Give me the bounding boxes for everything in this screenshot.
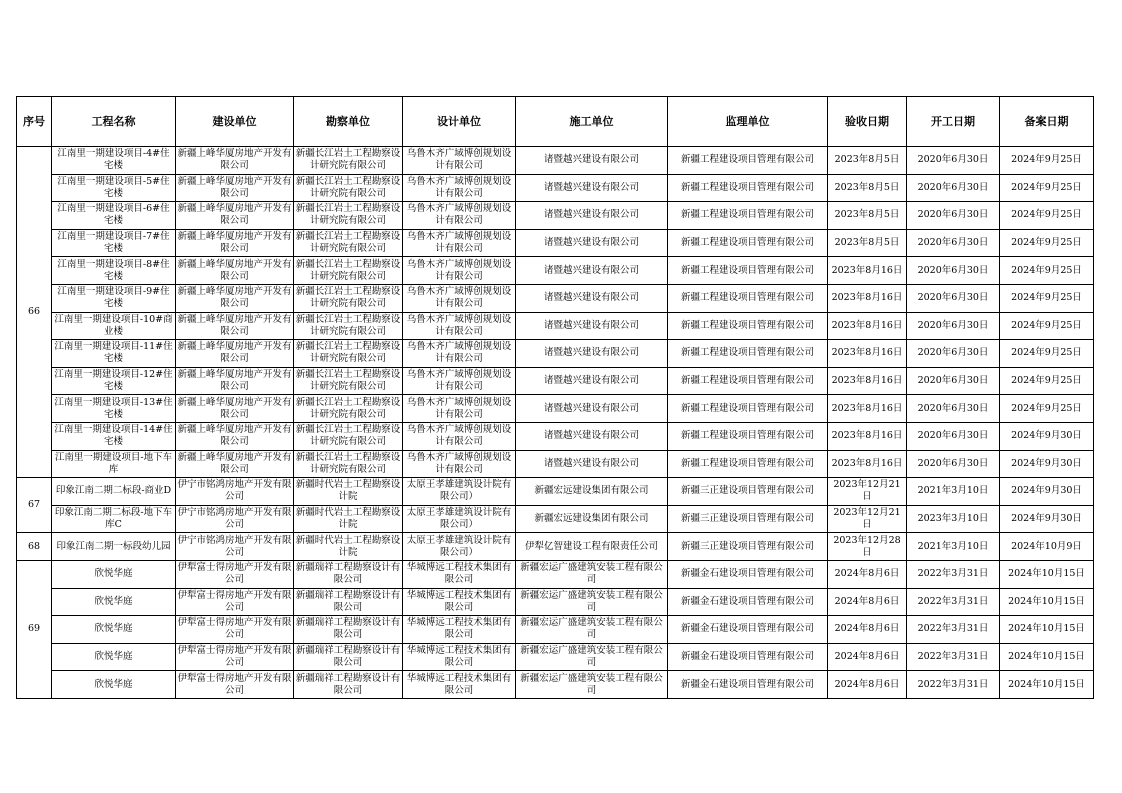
cell-start-date: 2020年6月30日 xyxy=(907,340,1000,368)
table-row xyxy=(17,478,1094,506)
cell-start-date: 2020年6月30日 xyxy=(907,147,1000,175)
cell-construction-unit: 新疆宏运广盛建筑安装工程有限公司 xyxy=(516,560,668,588)
cell-design-unit: 华城博远工程技术集团有限公司 xyxy=(403,560,516,588)
cell-survey-unit: 新疆长江岩土工程勘察设计研究院有限公司 xyxy=(294,422,403,450)
table-row xyxy=(17,616,1094,644)
cell-acceptance-date: 2023年8月16日 xyxy=(828,450,907,478)
cell-design-unit: 乌鲁木齐广域博创规划设计有限公司 xyxy=(403,147,516,175)
cell-supervision-unit: 新疆工程建设项目管理有限公司 xyxy=(668,340,828,368)
cell-developer: 伊犁富士得房地产开发有限公司 xyxy=(176,560,294,588)
cell-developer: 新疆上峰华厦房地产开发有限公司 xyxy=(176,174,294,202)
cell-construction-unit: 诸暨越兴建设有限公司 xyxy=(516,147,668,175)
cell-start-date: 2022年3月31日 xyxy=(907,560,1000,588)
cell-filing-date: 2024年9月25日 xyxy=(1000,312,1094,340)
cell-supervision-unit: 新疆金石建设项目管理有限公司 xyxy=(668,588,828,616)
cell-project-name: 欣悦华庭 xyxy=(52,616,176,644)
cell-start-date: 2020年6月30日 xyxy=(907,450,1000,478)
cell-project-name: 江南里一期建设项目-6#住宅楼 xyxy=(52,202,176,230)
cell-filing-date: 2024年9月30日 xyxy=(1000,478,1094,506)
cell-supervision-unit: 新疆工程建设项目管理有限公司 xyxy=(668,367,828,395)
cell-acceptance-date: 2024年8月6日 xyxy=(828,671,907,699)
cell-start-date: 2022年3月31日 xyxy=(907,616,1000,644)
cell-filing-date: 2024年9月25日 xyxy=(1000,284,1094,312)
cell-acceptance-date: 2023年12月21日 xyxy=(828,505,907,533)
cell-developer: 伊犁富士得房地产开发有限公司 xyxy=(176,588,294,616)
cell-acceptance-date: 2023年8月16日 xyxy=(828,284,907,312)
cell-design-unit: 乌鲁木齐广域博创规划设计有限公司 xyxy=(403,367,516,395)
cell-construction-unit: 诸暨越兴建设有限公司 xyxy=(516,202,668,230)
cell-design-unit: 乌鲁木齐广域博创规划设计有限公司 xyxy=(403,450,516,478)
table-row xyxy=(17,505,1094,533)
table-row xyxy=(17,312,1094,340)
cell-construction-unit: 诸暨越兴建设有限公司 xyxy=(516,450,668,478)
cell-supervision-unit: 新疆金石建设项目管理有限公司 xyxy=(668,616,828,644)
cell-supervision-unit: 新疆工程建设项目管理有限公司 xyxy=(668,147,828,175)
cell-construction-unit: 新疆宏远建设集团有限公司 xyxy=(516,478,668,506)
cell-survey-unit: 新疆时代岩土工程勘察设计院 xyxy=(294,478,403,506)
cell-filing-date: 2024年9月25日 xyxy=(1000,257,1094,285)
cell-project-name: 江南里一期建设项目-10#商业楼 xyxy=(52,312,176,340)
cell-developer: 伊犁富士得房地产开发有限公司 xyxy=(176,643,294,671)
cell-acceptance-date: 2023年8月16日 xyxy=(828,257,907,285)
cell-filing-date: 2024年9月30日 xyxy=(1000,450,1094,478)
cell-project-name: 江南里一期建设项目-9#住宅楼 xyxy=(52,284,176,312)
cell-start-date: 2022年3月31日 xyxy=(907,671,1000,699)
table-row xyxy=(17,367,1094,395)
cell-acceptance-date: 2023年8月16日 xyxy=(828,367,907,395)
cell-supervision-unit: 新疆工程建设项目管理有限公司 xyxy=(668,174,828,202)
cell-project-name: 欣悦华庭 xyxy=(52,560,176,588)
cell-developer: 伊犁富士得房地产开发有限公司 xyxy=(176,616,294,644)
cell-project-name: 印象江南二期一标段幼儿园 xyxy=(52,533,176,561)
cell-construction-unit: 诸暨越兴建设有限公司 xyxy=(516,367,668,395)
cell-start-date: 2020年6月30日 xyxy=(907,284,1000,312)
cell-construction-unit: 诸暨越兴建设有限公司 xyxy=(516,395,668,423)
cell-filing-date: 2024年9月25日 xyxy=(1000,340,1094,368)
cell-filing-date: 2024年10月15日 xyxy=(1000,616,1094,644)
cell-supervision-unit: 新疆工程建设项目管理有限公司 xyxy=(668,202,828,230)
cell-developer: 新疆上峰华厦房地产开发有限公司 xyxy=(176,422,294,450)
cell-construction-unit: 新疆宏运广盛建筑安装工程有限公司 xyxy=(516,643,668,671)
cell-project-name: 江南里一期建设项目-4#住宅楼 xyxy=(52,147,176,175)
cell-design-unit: 太原王孝雄建筑设计院有限公司） xyxy=(403,505,516,533)
cell-project-name: 江南里一期建设项目-5#住宅楼 xyxy=(52,174,176,202)
cell-acceptance-date: 2023年8月5日 xyxy=(828,174,907,202)
cell-acceptance-date: 2024年8月6日 xyxy=(828,643,907,671)
cell-start-date: 2020年6月30日 xyxy=(907,229,1000,257)
cell-project-name: 印象江南二期二标段-商业D xyxy=(52,478,176,506)
cell-design-unit: 华城博远工程技术集团有限公司 xyxy=(403,588,516,616)
cell-supervision-unit: 新疆金石建设项目管理有限公司 xyxy=(668,560,828,588)
table-row xyxy=(17,450,1094,478)
cell-supervision-unit: 新疆金石建设项目管理有限公司 xyxy=(668,671,828,699)
cell-start-date: 2020年6月30日 xyxy=(907,395,1000,423)
cell-survey-unit: 新疆时代岩土工程勘察设计院 xyxy=(294,505,403,533)
cell-design-unit: 华城博远工程技术集团有限公司 xyxy=(403,643,516,671)
cell-project-name: 欣悦华庭 xyxy=(52,588,176,616)
table-row xyxy=(17,257,1094,285)
cell-project-name: 印象江南二期二标段-地下车库C xyxy=(52,505,176,533)
cell-developer: 新疆上峰华厦房地产开发有限公司 xyxy=(176,229,294,257)
cell-start-date: 2021年3月10日 xyxy=(907,533,1000,561)
cell-developer: 新疆上峰华厦房地产开发有限公司 xyxy=(176,284,294,312)
cell-project-name: 江南里一期建设项目-地下车库 xyxy=(52,450,176,478)
cell-supervision-unit: 新疆工程建设项目管理有限公司 xyxy=(668,312,828,340)
cell-survey-unit: 新疆长江岩土工程勘察设计研究院有限公司 xyxy=(294,340,403,368)
cell-supervision-unit: 新疆工程建设项目管理有限公司 xyxy=(668,422,828,450)
cell-no: 66 xyxy=(17,147,52,478)
cell-design-unit: 乌鲁木齐广域博创规划设计有限公司 xyxy=(403,284,516,312)
cell-construction-unit: 伊犁亿智建设工程有限责任公司 xyxy=(516,533,668,561)
cell-filing-date: 2024年9月25日 xyxy=(1000,174,1094,202)
cell-start-date: 2020年6月30日 xyxy=(907,422,1000,450)
header-no: 序号 xyxy=(17,97,52,147)
cell-design-unit: 乌鲁木齐广域博创规划设计有限公司 xyxy=(403,340,516,368)
cell-filing-date: 2024年9月30日 xyxy=(1000,422,1094,450)
cell-filing-date: 2024年10月15日 xyxy=(1000,588,1094,616)
table-row xyxy=(17,395,1094,423)
table-row xyxy=(17,340,1094,368)
cell-acceptance-date: 2023年12月28日 xyxy=(828,533,907,561)
cell-construction-unit: 诸暨越兴建设有限公司 xyxy=(516,257,668,285)
cell-start-date: 2020年6月30日 xyxy=(907,312,1000,340)
cell-filing-date: 2024年9月25日 xyxy=(1000,395,1094,423)
cell-developer: 伊宁市铭鸿房地产开发有限公司 xyxy=(176,478,294,506)
cell-start-date: 2020年6月30日 xyxy=(907,202,1000,230)
cell-project-name: 欣悦华庭 xyxy=(52,671,176,699)
cell-survey-unit: 新疆长江岩土工程勘察设计研究院有限公司 xyxy=(294,367,403,395)
cell-start-date: 2021年3月10日 xyxy=(907,478,1000,506)
cell-design-unit: 乌鲁木齐广域博创规划设计有限公司 xyxy=(403,202,516,230)
cell-survey-unit: 新疆瑞祥工程勘察设计有限公司 xyxy=(294,671,403,699)
cell-acceptance-date: 2023年8月16日 xyxy=(828,395,907,423)
cell-survey-unit: 新疆瑞祥工程勘察设计有限公司 xyxy=(294,616,403,644)
cell-design-unit: 乌鲁木齐广域博创规划设计有限公司 xyxy=(403,312,516,340)
cell-construction-unit: 诸暨越兴建设有限公司 xyxy=(516,174,668,202)
cell-design-unit: 乌鲁木齐广域博创规划设计有限公司 xyxy=(403,395,516,423)
table-row xyxy=(17,284,1094,312)
cell-developer: 新疆上峰华厦房地产开发有限公司 xyxy=(176,340,294,368)
cell-survey-unit: 新疆长江岩土工程勘察设计研究院有限公司 xyxy=(294,147,403,175)
cell-construction-unit: 新疆宏运广盛建筑安装工程有限公司 xyxy=(516,616,668,644)
table-row xyxy=(17,147,1094,175)
cell-start-date: 2022年3月31日 xyxy=(907,643,1000,671)
table-row xyxy=(17,229,1094,257)
cell-no: 69 xyxy=(17,560,52,698)
cell-developer: 新疆上峰华厦房地产开发有限公司 xyxy=(176,312,294,340)
cell-survey-unit: 新疆长江岩土工程勘察设计研究院有限公司 xyxy=(294,284,403,312)
cell-construction-unit: 诸暨越兴建设有限公司 xyxy=(516,284,668,312)
table-row xyxy=(17,643,1094,671)
cell-filing-date: 2024年10月9日 xyxy=(1000,533,1094,561)
cell-filing-date: 2024年9月25日 xyxy=(1000,202,1094,230)
cell-project-name: 江南里一期建设项目-7#住宅楼 xyxy=(52,229,176,257)
cell-developer: 新疆上峰华厦房地产开发有限公司 xyxy=(176,257,294,285)
table-row xyxy=(17,202,1094,230)
cell-developer: 新疆上峰华厦房地产开发有限公司 xyxy=(176,202,294,230)
cell-project-name: 江南里一期建设项目-13#住宅楼 xyxy=(52,395,176,423)
cell-filing-date: 2024年10月15日 xyxy=(1000,671,1094,699)
cell-acceptance-date: 2024年8月6日 xyxy=(828,588,907,616)
table-row xyxy=(17,174,1094,202)
table-row xyxy=(17,533,1094,561)
cell-developer: 伊宁市铭鸿房地产开发有限公司 xyxy=(176,533,294,561)
cell-construction-unit: 新疆宏远建设集团有限公司 xyxy=(516,505,668,533)
cell-acceptance-date: 2023年8月16日 xyxy=(828,422,907,450)
cell-project-name: 江南里一期建设项目-14#住宅楼 xyxy=(52,422,176,450)
cell-design-unit: 乌鲁木齐广域博创规划设计有限公司 xyxy=(403,422,516,450)
cell-no: 67 xyxy=(17,478,52,533)
cell-acceptance-date: 2024年8月6日 xyxy=(828,560,907,588)
cell-filing-date: 2024年10月15日 xyxy=(1000,643,1094,671)
header-design-unit: 设计单位 xyxy=(403,97,516,147)
cell-supervision-unit: 新疆三正建设项目管理有限公司 xyxy=(668,533,828,561)
cell-developer: 新疆上峰华厦房地产开发有限公司 xyxy=(176,367,294,395)
cell-supervision-unit: 新疆工程建设项目管理有限公司 xyxy=(668,229,828,257)
cell-construction-unit: 新疆宏运广盛建筑安装工程有限公司 xyxy=(516,671,668,699)
cell-survey-unit: 新疆长江岩土工程勘察设计研究院有限公司 xyxy=(294,174,403,202)
cell-filing-date: 2024年9月30日 xyxy=(1000,505,1094,533)
cell-survey-unit: 新疆长江岩土工程勘察设计研究院有限公司 xyxy=(294,450,403,478)
header-developer: 建设单位 xyxy=(176,97,294,147)
table-body xyxy=(17,147,1094,699)
header-survey-unit: 勘察单位 xyxy=(294,97,403,147)
cell-filing-date: 2024年10月15日 xyxy=(1000,560,1094,588)
cell-start-date: 2023年3月10日 xyxy=(907,505,1000,533)
cell-start-date: 2022年3月31日 xyxy=(907,588,1000,616)
cell-filing-date: 2024年9月25日 xyxy=(1000,229,1094,257)
cell-start-date: 2020年6月30日 xyxy=(907,174,1000,202)
cell-survey-unit: 新疆长江岩土工程勘察设计研究院有限公司 xyxy=(294,229,403,257)
cell-design-unit: 乌鲁木齐广域博创规划设计有限公司 xyxy=(403,174,516,202)
cell-supervision-unit: 新疆工程建设项目管理有限公司 xyxy=(668,257,828,285)
cell-supervision-unit: 新疆金石建设项目管理有限公司 xyxy=(668,643,828,671)
cell-project-name: 欣悦华庭 xyxy=(52,643,176,671)
header-row xyxy=(17,97,1094,147)
cell-project-name: 江南里一期建设项目-11#住宅楼 xyxy=(52,340,176,368)
cell-developer: 伊犁富士得房地产开发有限公司 xyxy=(176,671,294,699)
document-page xyxy=(16,96,1093,699)
cell-survey-unit: 新疆时代岩土工程勘察设计院 xyxy=(294,533,403,561)
header-construction-unit: 施工单位 xyxy=(516,97,668,147)
cell-survey-unit: 新疆长江岩土工程勘察设计研究院有限公司 xyxy=(294,312,403,340)
cell-acceptance-date: 2023年8月16日 xyxy=(828,340,907,368)
cell-project-name: 江南里一期建设项目-8#住宅楼 xyxy=(52,257,176,285)
table-row xyxy=(17,671,1094,699)
cell-acceptance-date: 2023年12月21日 xyxy=(828,478,907,506)
cell-design-unit: 太原王孝雄建筑设计院有限公司） xyxy=(403,478,516,506)
cell-design-unit: 乌鲁木齐广域博创规划设计有限公司 xyxy=(403,257,516,285)
table-row xyxy=(17,560,1094,588)
cell-supervision-unit: 新疆工程建设项目管理有限公司 xyxy=(668,284,828,312)
cell-survey-unit: 新疆瑞祥工程勘察设计有限公司 xyxy=(294,560,403,588)
cell-construction-unit: 诸暨越兴建设有限公司 xyxy=(516,340,668,368)
cell-no: 68 xyxy=(17,533,52,561)
cell-start-date: 2020年6月30日 xyxy=(907,367,1000,395)
cell-developer: 新疆上峰华厦房地产开发有限公司 xyxy=(176,147,294,175)
cell-acceptance-date: 2023年8月16日 xyxy=(828,312,907,340)
cell-design-unit: 乌鲁木齐广域博创规划设计有限公司 xyxy=(403,229,516,257)
cell-filing-date: 2024年9月25日 xyxy=(1000,147,1094,175)
cell-acceptance-date: 2024年8月6日 xyxy=(828,616,907,644)
header-acceptance-date: 验收日期 xyxy=(828,97,907,147)
cell-survey-unit: 新疆长江岩土工程勘察设计研究院有限公司 xyxy=(294,202,403,230)
cell-acceptance-date: 2023年8月5日 xyxy=(828,229,907,257)
header-project-name: 工程名称 xyxy=(52,97,176,147)
cell-construction-unit: 诸暨越兴建设有限公司 xyxy=(516,229,668,257)
table-row xyxy=(17,422,1094,450)
cell-developer: 伊宁市铭鸿房地产开发有限公司 xyxy=(176,505,294,533)
cell-design-unit: 华城博远工程技术集团有限公司 xyxy=(403,671,516,699)
project-record-table xyxy=(16,96,1094,699)
table-row xyxy=(17,588,1094,616)
cell-supervision-unit: 新疆三正建设项目管理有限公司 xyxy=(668,478,828,506)
header-start-date: 开工日期 xyxy=(907,97,1000,147)
cell-design-unit: 华城博远工程技术集团有限公司 xyxy=(403,616,516,644)
header-supervision-unit: 监理单位 xyxy=(668,97,828,147)
cell-survey-unit: 新疆瑞祥工程勘察设计有限公司 xyxy=(294,643,403,671)
cell-developer: 新疆上峰华厦房地产开发有限公司 xyxy=(176,450,294,478)
cell-acceptance-date: 2023年8月5日 xyxy=(828,202,907,230)
cell-survey-unit: 新疆长江岩土工程勘察设计研究院有限公司 xyxy=(294,257,403,285)
cell-start-date: 2020年6月30日 xyxy=(907,257,1000,285)
cell-construction-unit: 诸暨越兴建设有限公司 xyxy=(516,312,668,340)
cell-developer: 新疆上峰华厦房地产开发有限公司 xyxy=(176,395,294,423)
cell-filing-date: 2024年9月25日 xyxy=(1000,367,1094,395)
cell-supervision-unit: 新疆工程建设项目管理有限公司 xyxy=(668,450,828,478)
cell-supervision-unit: 新疆工程建设项目管理有限公司 xyxy=(668,395,828,423)
cell-supervision-unit: 新疆三正建设项目管理有限公司 xyxy=(668,505,828,533)
cell-construction-unit: 新疆宏运广盛建筑安装工程有限公司 xyxy=(516,588,668,616)
cell-survey-unit: 新疆瑞祥工程勘察设计有限公司 xyxy=(294,588,403,616)
cell-construction-unit: 诸暨越兴建设有限公司 xyxy=(516,422,668,450)
cell-design-unit: 太原王孝雄建筑设计院有限公司） xyxy=(403,533,516,561)
cell-survey-unit: 新疆长江岩土工程勘察设计研究院有限公司 xyxy=(294,395,403,423)
cell-acceptance-date: 2023年8月5日 xyxy=(828,147,907,175)
cell-project-name: 江南里一期建设项目-12#住宅楼 xyxy=(52,367,176,395)
header-filing-date: 备案日期 xyxy=(1000,97,1094,147)
